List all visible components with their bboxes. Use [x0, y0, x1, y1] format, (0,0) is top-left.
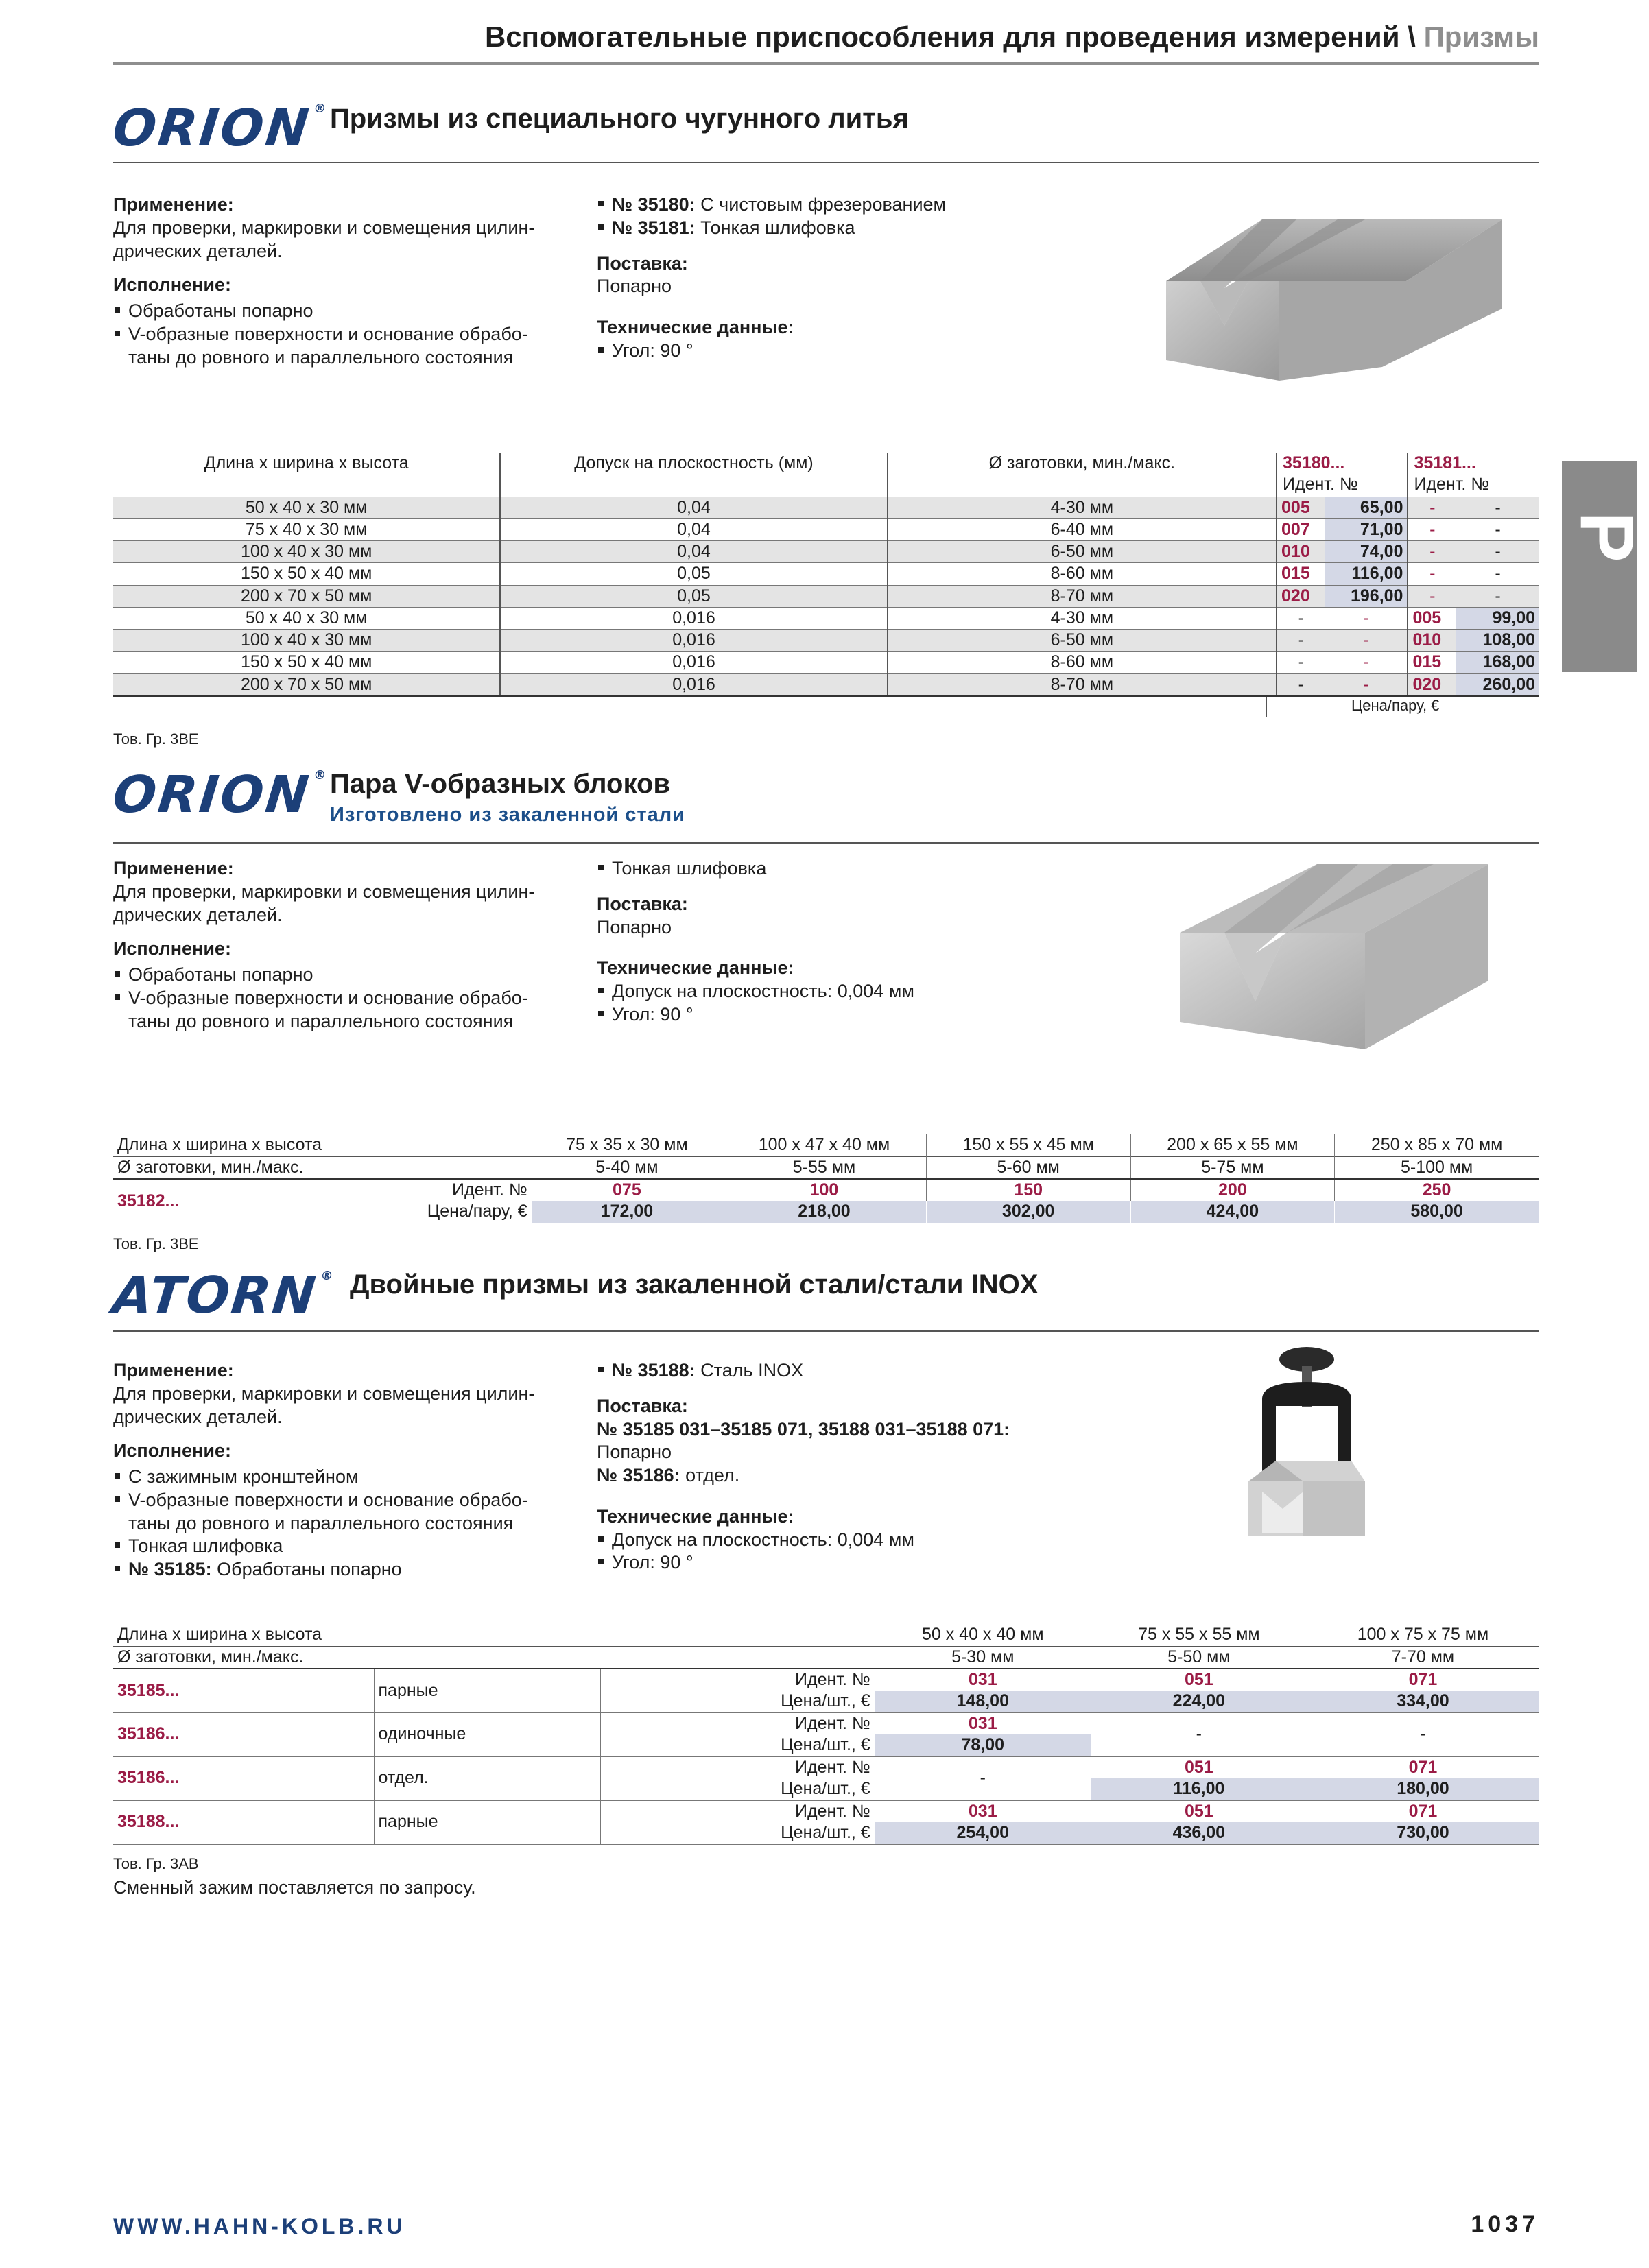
cell-dims: 200 x 70 x 50 мм	[113, 585, 500, 607]
s3-execution-list	[113, 1466, 580, 1512]
s3-delivery-text: Попарно	[597, 1442, 672, 1463]
cell-ident: 071	[1307, 1756, 1539, 1778]
s2-application-line1: Для проверки, маркировки и совмещения цилин-	[113, 881, 535, 902]
row-label-dims: Длина x ширина x высота	[113, 1624, 875, 1646]
s1-tech-list	[597, 339, 1077, 363]
cell-ident: 075	[532, 1179, 722, 1201]
s1-variant-35180: № 35180: С чистовым фрезерованием	[597, 193, 1077, 217]
price-label: Цена/шт., €	[600, 1778, 875, 1800]
cell-ident: 051	[1091, 1756, 1307, 1778]
ident-label: Идент. №	[600, 1800, 875, 1822]
cell-35181-price: -	[1495, 542, 1501, 561]
atorn-logo: ATORN®	[110, 1266, 336, 1325]
s1-col-tol: Допуск на плоскостность (мм)	[500, 453, 887, 497]
s1-tech-label: Технические данные:	[597, 317, 794, 337]
s1-price-note: Цена/пару, €	[1351, 697, 1440, 714]
cell-ident: 250	[1335, 1179, 1539, 1201]
cell-dims: 100 x 40 x 30 мм	[113, 630, 500, 652]
s2-right-item: Тонкая шлифовка	[597, 857, 1077, 881]
row-label-diameter: Ø заготовки, мин./макс.	[113, 1646, 875, 1669]
cell-35180-ident: -	[1298, 630, 1304, 649]
row-label-diameter: Ø заготовки, мин./макс.	[113, 1156, 532, 1179]
cell-35181-price: -	[1495, 497, 1501, 517]
s3-application-label: Применение:	[113, 1360, 234, 1381]
cell-diameter: 5-50 мм	[1091, 1646, 1307, 1669]
s1-exec-item: Обработаны попарно	[113, 300, 580, 323]
header-title: Вспомогательные приспособления для проведения измерений	[484, 21, 1400, 53]
cell-dims: 100 x 47 x 40 мм	[722, 1134, 927, 1156]
s3-tech-item: Угол: 90 °	[597, 1551, 1118, 1575]
s1-product-table	[113, 453, 1539, 697]
table-row	[113, 1156, 1539, 1179]
s1-product-group: Тов. Гр. 3BE	[113, 730, 199, 748]
cell-diameter: 8-70 мм	[888, 585, 1277, 607]
cast-iron-prism-image	[1159, 206, 1516, 384]
cell-35181-ident: -	[1429, 519, 1436, 539]
cell-35180-ident: -	[1298, 608, 1304, 628]
s3-tech-label: Технические данные:	[597, 1505, 794, 1527]
s1-exec-item-cont: таны до ровного и параллельного состояния	[128, 346, 514, 368]
cell-tolerance: 0,016	[500, 607, 887, 629]
s2-tech-item: Допуск на плоскостность: 0,004 мм	[597, 980, 1077, 1003]
cell-35181-ident: 020	[1408, 673, 1456, 696]
cell-diameter: 5-75 мм	[1130, 1156, 1335, 1179]
kind-cell: отдел.	[374, 1756, 600, 1800]
cell-diameter: 5-60 мм	[926, 1156, 1130, 1179]
s3-execution-list-2	[113, 1535, 580, 1581]
s1-col-dia: Ø заготовки, мин./макс.	[888, 453, 1277, 497]
cell-35180-ident: 007	[1281, 519, 1310, 539]
cell-35180-ident: -	[1298, 652, 1304, 672]
cell-dims: 75 x 35 x 30 мм	[532, 1134, 722, 1156]
s1-delivery-label: Поставка:	[597, 252, 688, 274]
s1-application-label: Применение:	[113, 194, 234, 215]
section2-mid-col	[597, 857, 1077, 1027]
s3-application-line2: дрических деталей.	[113, 1406, 283, 1427]
cell-ident: 031	[875, 1712, 1091, 1734]
cell-35181-price: 260,00	[1456, 673, 1539, 696]
cell-dims: 150 x 55 x 45 мм	[926, 1134, 1130, 1156]
cell-35180-ident: -	[1277, 673, 1325, 696]
s2-application-label: Применение:	[113, 858, 234, 879]
s2-delivery-label: Поставка:	[597, 893, 688, 914]
table-row	[113, 1624, 1539, 1646]
s3-delivery-35186: № 35186: отдел.	[597, 1465, 740, 1485]
cell-price: 424,00	[1130, 1201, 1335, 1223]
header-subtitle: Призмы	[1423, 21, 1539, 53]
page-header	[485, 19, 1539, 56]
table-row	[113, 1646, 1539, 1669]
cell-35181-price: 99,00	[1456, 607, 1539, 629]
double-prism-clamp-image	[1235, 1344, 1372, 1543]
cell-35181-ident: 010	[1412, 630, 1442, 649]
s3-product-table	[113, 1624, 1539, 1845]
cell-dims: 150 x 50 x 40 мм	[113, 652, 500, 673]
s2-execution-label: Исполнение:	[113, 938, 231, 959]
cell-35180-price: 74,00	[1325, 541, 1408, 563]
s2-right-list	[597, 857, 1077, 881]
s1-table-body	[113, 497, 1539, 696]
cell-35181-ident: -	[1429, 564, 1436, 584]
table-row	[113, 652, 1539, 673]
cell-diameter: 5-30 мм	[875, 1646, 1091, 1669]
cell-diameter: 7-70 мм	[1307, 1646, 1539, 1669]
cell-tolerance: 0,016	[500, 630, 887, 652]
s3-exec-item-35185: № 35185: Обработаны попарно	[113, 1558, 580, 1581]
orion-logo: ORION®	[110, 765, 329, 824]
cell-price: 78,00	[875, 1734, 1091, 1756]
s3-note: Сменный зажим поставляется по запросу.	[113, 1877, 476, 1898]
s3-exec-item: V-образные поверхности и основание обрабо-	[113, 1489, 580, 1512]
s3-execution-label: Исполнение:	[113, 1440, 231, 1461]
cell-price: 218,00	[722, 1201, 927, 1223]
s2-application-line2: дрических деталей.	[113, 904, 283, 925]
header-separator: \	[1408, 21, 1416, 53]
section2-subtitle: Изготовлено из закаленной стали	[330, 804, 685, 826]
section3-rule	[113, 1330, 1539, 1332]
table-row	[113, 630, 1539, 652]
cell-dims: 100 x 40 x 30 мм	[113, 541, 500, 563]
cell-dims: 50 x 40 x 30 мм	[113, 497, 500, 518]
row-label-dims: Длина x ширина x высота	[113, 1134, 532, 1156]
s2-delivery-text: Попарно	[597, 916, 672, 938]
cell-diameter: 4-30 мм	[888, 497, 1277, 518]
s2-execution-list	[113, 964, 580, 1010]
table-row	[113, 1134, 1539, 1156]
s3-exec-item: С зажимным кронштейном	[113, 1466, 580, 1489]
s3-delivery-label: Поставка:	[597, 1395, 688, 1416]
cell-tolerance: 0,04	[500, 497, 887, 518]
section3-mid-col	[597, 1359, 1118, 1575]
article-cell: 35186...	[113, 1712, 374, 1756]
chapter-tab	[1562, 461, 1649, 672]
cell-diameter: 5-100 мм	[1335, 1156, 1539, 1179]
cell-dims: 250 x 85 x 70 мм	[1335, 1134, 1539, 1156]
s3-exec-item-cont: таны до ровного и параллельного состояния	[128, 1512, 514, 1533]
cell-dims: 50 x 40 x 30 мм	[113, 607, 500, 629]
cell-tolerance: 0,016	[500, 673, 887, 696]
cell-empty: -	[875, 1756, 1091, 1800]
cell-dims: 50 x 40 x 40 мм	[875, 1624, 1091, 1646]
cell-tolerance: 0,04	[500, 541, 887, 563]
cell-ident: 071	[1307, 1800, 1539, 1822]
cell-35181-ident: 015	[1412, 652, 1442, 672]
cell-dims: 200 x 65 x 55 мм	[1130, 1134, 1335, 1156]
s1-exec-item: V-образные поверхности и основание обрабо-	[113, 323, 580, 346]
table-row	[113, 1201, 1539, 1223]
cell-empty: -	[1307, 1712, 1539, 1756]
cell-price: 334,00	[1307, 1691, 1539, 1712]
cell-tolerance: 0,04	[500, 518, 887, 540]
s3-exec-item: Тонкая шлифовка	[113, 1535, 580, 1558]
cell-price: 224,00	[1091, 1691, 1307, 1712]
cell-35180-price: 71,00	[1325, 518, 1408, 540]
table-row	[113, 585, 1539, 607]
price-label: Цена/шт., €	[600, 1822, 875, 1844]
s3-table-body	[113, 1624, 1539, 1844]
cell-price: 172,00	[532, 1201, 722, 1223]
cell-price: 180,00	[1307, 1778, 1539, 1800]
cell-35181-price: 168,00	[1456, 652, 1539, 673]
cell-35181-price: -	[1495, 564, 1501, 584]
s2-table-body	[113, 1134, 1539, 1223]
table-row	[113, 563, 1539, 585]
table-row	[113, 518, 1539, 540]
footer-page-number: 1037	[1471, 2211, 1539, 2237]
orion-logo: ORION®	[110, 99, 329, 158]
table-row	[113, 607, 1539, 629]
s2-exec-item: V-образные поверхности и основание обрабо-	[113, 987, 580, 1010]
s3-variant-35188: № 35188: Сталь INOX	[597, 1359, 1118, 1383]
kind-cell: одиночные	[374, 1712, 600, 1756]
ident-label: Идент. №	[600, 1669, 875, 1691]
cell-ident: 200	[1130, 1179, 1335, 1201]
section1-rule	[113, 162, 1539, 163]
cell-ident: 031	[875, 1669, 1091, 1691]
cell-35181-ident: -	[1429, 586, 1436, 606]
cell-diameter: 5-55 мм	[722, 1156, 927, 1179]
cell-ident: 031	[875, 1800, 1091, 1822]
cell-diameter: 5-40 мм	[532, 1156, 722, 1179]
s3-product-group: Тов. Гр. 3AB	[113, 1855, 199, 1872]
section2-title: Пара V-образных блоков	[330, 769, 670, 799]
cell-ident: 100	[722, 1179, 927, 1201]
cell-diameter: 4-30 мм	[888, 607, 1277, 629]
article-cell: 35188...	[113, 1800, 374, 1844]
ident-label: Идент. №	[319, 1179, 532, 1201]
s1-col-dims: Длина x ширина x высота	[113, 453, 500, 497]
cell-diameter: 6-40 мм	[888, 518, 1277, 540]
cell-35181-ident: -	[1429, 497, 1436, 517]
cell-35181-ident: 005	[1412, 608, 1442, 628]
ident-label: Идент. №	[600, 1756, 875, 1778]
s2-tech-list	[597, 980, 1077, 1027]
price-label: Цена/шт., €	[600, 1734, 875, 1756]
cell-diameter: 8-70 мм	[888, 673, 1277, 696]
cell-diameter: 8-60 мм	[888, 652, 1277, 673]
article-cell: 35185...	[113, 1669, 374, 1712]
cell-35181-price: 108,00	[1456, 630, 1539, 652]
section1-left-col	[113, 193, 580, 369]
table-row	[113, 673, 1539, 696]
s3-variant-list	[597, 1359, 1118, 1383]
s1-tech-item: Угол: 90 °	[597, 339, 1077, 363]
s1-variant-35181: № 35181: Тонкая шлифовка	[597, 217, 1077, 240]
s2-product-group: Тов. Гр. 3BE	[113, 1235, 199, 1252]
cell-dims: 75 x 40 x 30 мм	[113, 518, 500, 540]
table-row	[113, 1712, 1539, 1734]
kind-cell: парные	[374, 1800, 600, 1844]
cell-35180-ident: 005	[1281, 497, 1310, 517]
s1-application-line2: дрических деталей.	[113, 240, 283, 261]
cell-tolerance: 0,05	[500, 585, 887, 607]
s1-application-line1: Для проверки, маркировки и совмещения цилин-	[113, 217, 535, 238]
s1-execution-label: Исполнение:	[113, 274, 231, 296]
cell-ident: 051	[1091, 1669, 1307, 1691]
cell-diameter: 6-50 мм	[888, 541, 1277, 563]
cell-price: 302,00	[926, 1201, 1130, 1223]
cell-price: 254,00	[875, 1822, 1091, 1844]
section2-left-col	[113, 857, 580, 1033]
footer-site-link[interactable]: WWW.HAHN-KOLB.RU	[113, 2214, 406, 2239]
cell-diameter: 6-50 мм	[888, 630, 1277, 652]
table-row	[113, 1800, 1539, 1822]
header-rule	[113, 62, 1539, 65]
price-label: Цена/шт., €	[600, 1691, 875, 1712]
cell-35180-price: 116,00	[1325, 563, 1408, 585]
cell-35180-price: -	[1325, 652, 1408, 673]
cell-ident: 051	[1091, 1800, 1307, 1822]
cell-diameter: 8-60 мм	[888, 563, 1277, 585]
cell-35180-ident: 020	[1281, 586, 1310, 606]
chapter-tab-letter: P	[1564, 512, 1649, 562]
cell-35180-price: 65,00	[1325, 497, 1408, 518]
ident-label: Идент. №	[600, 1712, 875, 1734]
cell-ident: 071	[1307, 1669, 1539, 1691]
cell-tolerance: 0,05	[500, 563, 887, 585]
s3-tech-item: Допуск на плоскостность: 0,004 мм	[597, 1529, 1118, 1552]
s3-delivery-articles: № 35185 031–35185 071, 35188 031–35188 071:	[597, 1418, 1010, 1440]
cell-35181-price: -	[1495, 519, 1501, 539]
section1-title: Призмы из специального чугунного литья	[330, 104, 909, 134]
s2-tech-label: Технические данные:	[597, 957, 794, 979]
cell-35180-ident: 015	[1281, 564, 1310, 584]
cell-empty: -	[1091, 1712, 1307, 1756]
cell-tolerance: 0,016	[500, 652, 887, 673]
section1-mid-col	[597, 193, 1077, 363]
cell-dims: 200 x 70 x 50 мм	[113, 673, 500, 696]
cell-35180-ident: 010	[1281, 542, 1310, 561]
cell-price: 730,00	[1307, 1822, 1539, 1844]
cell-35181-price: -	[1495, 586, 1501, 606]
s2-tech-item: Угол: 90 °	[597, 1003, 1077, 1027]
cell-price: 580,00	[1335, 1201, 1539, 1223]
table-row	[113, 1756, 1539, 1778]
cell-35180-price: -	[1325, 630, 1408, 652]
s3-application-line1: Для проверки, маркировки и совмещения цилин-	[113, 1383, 535, 1404]
cell-price: 436,00	[1091, 1822, 1307, 1844]
table-row	[113, 1669, 1539, 1691]
s2-exec-item: Обработаны попарно	[113, 964, 580, 987]
cell-price: 148,00	[875, 1691, 1091, 1712]
cell-35181-ident: -	[1429, 542, 1436, 561]
kind-cell: парные	[374, 1669, 600, 1712]
table-row	[113, 497, 1539, 518]
s3-tech-list	[597, 1529, 1118, 1575]
s1-table-footnote-line	[1266, 697, 1267, 717]
cell-ident: 150	[926, 1179, 1130, 1201]
section3-title: Двойные призмы из закаленной стали/стали INOX	[350, 1269, 1039, 1300]
cell-dims: 75 x 55 x 55 мм	[1091, 1624, 1307, 1646]
cell-35180-price: -	[1325, 607, 1408, 629]
s1-col-35180: 35180... Идент. №	[1277, 453, 1408, 497]
table-row	[113, 1179, 1539, 1201]
cell-dims: 100 x 75 x 75 мм	[1307, 1624, 1539, 1646]
article-35182: 35182...	[117, 1191, 180, 1210]
s1-execution-list	[113, 300, 580, 346]
section3-left-col	[113, 1359, 580, 1581]
v-block-pair-image	[1159, 844, 1516, 1063]
table-row	[113, 541, 1539, 563]
s2-exec-item-cont: таны до ровного и параллельного состояния	[128, 1010, 514, 1031]
s2-product-table	[113, 1134, 1539, 1223]
cell-35180-price: 196,00	[1325, 585, 1408, 607]
s1-col-35181: 35181... Идент. №	[1414, 453, 1490, 494]
s1-delivery-text: Попарно	[597, 276, 672, 297]
price-label: Цена/пару, €	[319, 1201, 532, 1223]
cell-35180-price: -	[1325, 673, 1408, 696]
article-cell: 35186...	[113, 1756, 374, 1800]
s1-variant-list	[597, 193, 1077, 240]
cell-dims: 150 x 50 x 40 мм	[113, 563, 500, 585]
cell-price: 116,00	[1091, 1778, 1307, 1800]
